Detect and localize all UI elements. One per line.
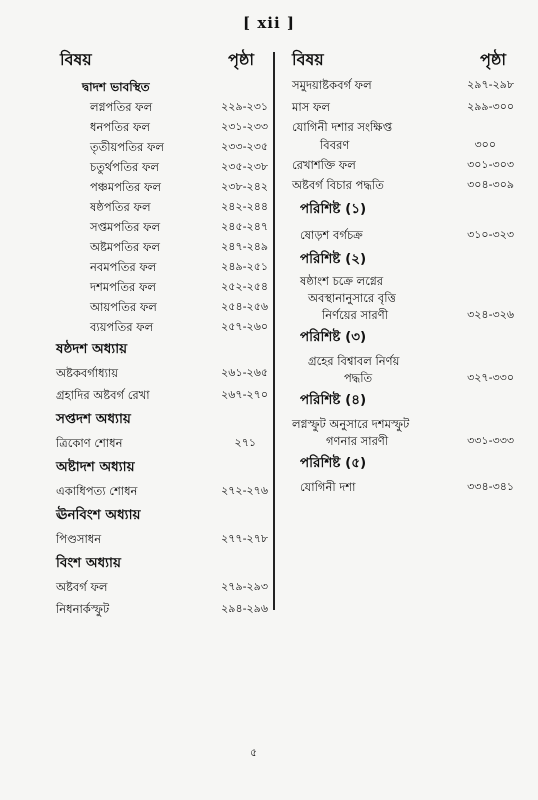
page-heading: পৃষ্ঠা [480, 50, 506, 69]
section-heading: অষ্টাদশ অধ্যায় [56, 459, 135, 475]
entry-pages: ২২৯-২৩১ [221, 100, 268, 113]
column-divider [273, 52, 275, 610]
toc-entry [90, 260, 268, 274]
toc-entry [90, 200, 268, 214]
appendix-heading: পরিশিষ্ট (১) [300, 201, 367, 217]
entry-pages: ২৯৯-৩০০ [467, 100, 514, 113]
toc-entry [292, 274, 514, 322]
toc-entry [90, 160, 268, 174]
entry-title-cont: নির্ণয়ের সারণী [322, 308, 388, 322]
toc-entry [90, 240, 268, 254]
toc-entry [292, 78, 514, 92]
entry-title: যোগিনী দশা [300, 480, 356, 494]
entry-title: অষ্টমপতির ফল [90, 240, 160, 254]
toc-entry [56, 366, 268, 380]
entry-title: পিণ্ডসাধন [56, 532, 102, 546]
entry-title-cont: বিবরণ [320, 138, 350, 152]
entry-title: ষষ্ঠপতির ফল [90, 200, 151, 214]
entry-title: ধনপতির ফল [90, 120, 150, 134]
toc-entry [292, 178, 514, 192]
footer-mark: ৫ [250, 746, 258, 759]
entry-pages: ২৬৭-২৭০ [221, 388, 268, 401]
entry-pages: ৩০০ [474, 138, 496, 151]
entry-pages: ৩২৭-৩৩০ [467, 371, 514, 384]
entry-title: মাস ফল [292, 100, 330, 114]
section-heading: দ্বাদশ ভাবস্থিত [82, 80, 150, 94]
appendix-heading: পরিশিষ্ট (৫) [300, 455, 367, 471]
toc-entry [56, 602, 268, 616]
entry-title: নিধনার্কস্ফুট [56, 602, 110, 616]
entry-pages: ২৩১-২৩৩ [221, 120, 268, 133]
toc-entry [56, 484, 268, 498]
entry-pages: ২৯৭-২৯৮ [467, 78, 514, 91]
toc-entry [292, 480, 514, 494]
toc-right-column [292, 50, 514, 494]
entry-title: একাধিপত্য শোধন [56, 484, 138, 498]
entry-pages: ২৭২-২৭৬ [221, 484, 268, 497]
toc-entry [90, 100, 268, 114]
entry-title: গ্রহের বিশ্বাবল নির্ণয় [308, 354, 400, 368]
entry-pages: ৩০৪-৩০৯ [467, 178, 514, 191]
appendix-heading: পরিশিষ্ট (৪) [300, 392, 367, 408]
toc-entry [292, 120, 514, 152]
entry-pages: ২৪৫-২৪৭ [221, 220, 268, 233]
entry-pages: ২৭১ [234, 436, 256, 449]
toc-entry [292, 228, 514, 242]
left-column-header [56, 50, 268, 74]
toc-left-column [56, 50, 268, 624]
entry-title: চতুর্থপতির ফল [90, 160, 159, 174]
toc-entry [90, 300, 268, 314]
appendix-heading: পরিশিষ্ট (৩) [300, 329, 367, 345]
entry-title-cont: গণনার সারণী [326, 434, 389, 448]
entry-pages: ২৭৯-২৯৩ [221, 580, 268, 593]
entry-title-cont: অবস্থানানুসারে বৃত্তি [308, 291, 396, 305]
entry-title: লগ্নপতির ফল [90, 100, 153, 114]
entry-pages: ২৯৪-২৯৬ [221, 602, 268, 615]
entry-pages: ৩০১-৩০৩ [467, 158, 514, 171]
toc-entry [292, 100, 514, 114]
entry-title: ত্রিকোণ শোধন [56, 436, 123, 450]
toc-entry [90, 320, 268, 334]
toc-entry [292, 417, 514, 448]
entry-pages: ৩৩১-৩৩৩ [467, 434, 514, 447]
entry-title: নবমপতির ফল [90, 260, 157, 274]
entry-pages: ২৪৭-২৪৯ [221, 240, 268, 253]
entry-pages: ৩২৪-৩২৬ [467, 308, 514, 321]
appendix-heading: পরিশিষ্ট (২) [300, 251, 367, 267]
entry-title: ষোড়শ বর্গচক্র [300, 228, 363, 242]
entry-title: গ্রহাদির অষ্টবর্গ রেখা [56, 388, 150, 402]
section-heading: সপ্তদশ অধ্যায় [56, 411, 131, 427]
entry-title: লগ্নস্ফুট অনুসারে দশমস্ফুট [292, 417, 410, 431]
entry-pages: ২৫৭-২৬০ [221, 320, 268, 333]
entry-pages: ২৪২-২৪৪ [221, 200, 268, 213]
entry-pages: ২৫৪-২৫৬ [221, 300, 268, 313]
entry-title: সপ্তমপতির ফল [90, 220, 161, 234]
entry-title: যোগিনী দশার সংক্ষিপ্ত [292, 120, 393, 134]
toc-entry [90, 220, 268, 234]
entry-title: রেখাশক্তি ফল [292, 158, 356, 172]
section-heading: বিংশ অধ্যায় [56, 555, 121, 571]
toc-entry [56, 580, 268, 594]
toc-entry [56, 388, 268, 402]
toc-entry [90, 140, 268, 154]
page-heading: পৃষ্ঠা [228, 50, 254, 69]
toc-entry [56, 532, 268, 546]
entry-title: সমুদয়াষ্টকবর্গ ফল [292, 78, 372, 92]
entry-pages: ২৩৮-২৪২ [221, 180, 268, 193]
toc-entry [90, 120, 268, 134]
entry-title: অষ্টবর্গ ফল [56, 580, 108, 594]
entry-title: আয়পতির ফল [90, 300, 157, 314]
section-heading: ঊনবিংশ অধ্যায় [56, 507, 141, 523]
entry-pages: ২৪৯-২৫১ [221, 260, 268, 273]
entry-title: ব্যয়পতির ফল [90, 320, 154, 334]
entry-pages: ৩১০-৩২৩ [467, 228, 514, 241]
toc-entry [292, 354, 514, 385]
entry-pages: ২৩৫-২৩৮ [221, 160, 268, 173]
subject-heading: বিষয় [292, 50, 324, 69]
entry-title: ষষ্ঠাংশ চক্রে লগ্নের [300, 274, 384, 288]
toc-entry [292, 158, 514, 172]
toc-entry [56, 436, 268, 450]
entry-title: তৃতীয়পতির ফল [90, 140, 165, 154]
entry-pages: ২৭৭-২৭৮ [221, 532, 268, 545]
entry-title: পঞ্চমপতির ফল [90, 180, 161, 194]
right-column-header [292, 50, 514, 74]
subject-heading: বিষয় [60, 50, 92, 69]
entry-pages: ২৩৩-২৩৫ [221, 140, 268, 153]
entry-title: দশমপতির ফল [90, 280, 156, 294]
entry-pages: ২৫২-২৫৪ [221, 280, 268, 293]
toc-entry [90, 280, 268, 294]
entry-title: অষ্টকবর্গাধ্যায় [56, 366, 119, 380]
toc-entry [90, 180, 268, 194]
entry-pages: ২৬১-২৬৫ [221, 366, 268, 379]
entry-pages: ৩৩৪-৩৪১ [467, 480, 514, 493]
section-heading: ষষ্ঠদশ অধ্যায় [56, 341, 128, 357]
entry-title: অষ্টবর্গ বিচার পদ্ধতি [292, 178, 384, 192]
entry-title-cont: পদ্ধতি [344, 371, 373, 385]
page-number: [ xii ] [243, 14, 295, 32]
